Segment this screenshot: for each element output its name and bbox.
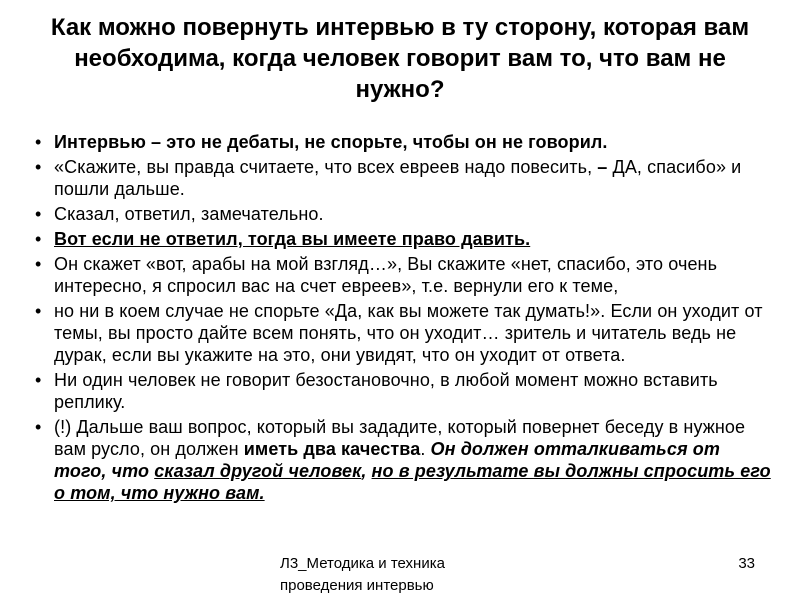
bullet-text: (!) Дальше ваш вопрос, который вы зададите, который повернет беседу в нужное вам русло, он должен [54, 417, 746, 459]
bullet-text-emphasis: но в результате вы должны спросить его о том, что нужно вам. [54, 461, 771, 503]
bullet-text: Вот если не ответил, тогда вы имеете право давить. [54, 229, 531, 249]
bullet-text: ДА, спасибо» и пошли дальше. [54, 157, 742, 199]
bullet-item-not-debate [34, 131, 774, 153]
bullet-text: Он скажет «вот, арабы на мой взгляд…», Вы скажите «нет, спасибо, это очень интересно, я спросил вас на счет евреев», т.е. вернули его к теме, [54, 254, 718, 296]
bullet-item-dont-argue [34, 300, 774, 366]
bullet-item-answered [34, 203, 774, 225]
bullet-text-emphasis: , [361, 461, 372, 481]
bullet-text: но ни в коем случае не спорьте «Да, как вы можете так думать!». Если он уходит от темы, вы просто дайте всем понять, что он уходит… зритель и читатель ведь не дурак, если вы укажите на это, они увидят, что он уходит от ответа. [54, 301, 763, 365]
page-number: 33 [738, 555, 755, 572]
footer-text: Л3_Методика и техника проведения интервью [280, 555, 445, 594]
bullet-text-dash: – [597, 157, 608, 177]
bullet-item-two-qualities [34, 416, 774, 504]
bullet-item-example-question [34, 156, 774, 200]
bullet-item-interject [34, 369, 774, 413]
bullet-text: Сказал, ответил, замечательно. [54, 204, 324, 224]
bullet-text-emphasis: иметь два качества [243, 439, 421, 459]
bullet-text-emphasis: Он должен отталкиваться от того, что [54, 439, 720, 481]
bullet-text: Интервью – это не дебаты, не спорьте, чтобы он не говорил. [54, 132, 608, 152]
bullet-list [34, 131, 774, 507]
bullet-item-press [34, 228, 774, 250]
bullet-text-emphasis: сказал другой человек [154, 461, 362, 481]
slide-title: Как можно повернуть интервью в ту сторону, которая вам необходима, когда человек говорит вам то, что вам не нужно? [50, 14, 750, 103]
bullet-text: . [420, 439, 431, 459]
bullet-text: «Скажите, вы правда считаете, что всех евреев надо повесить, [54, 157, 598, 177]
bullet-text: Ни один человек не говорит безостановочно, в любой момент можно вставить реплику. [54, 370, 718, 412]
bullet-item-return-to-topic [34, 253, 774, 297]
